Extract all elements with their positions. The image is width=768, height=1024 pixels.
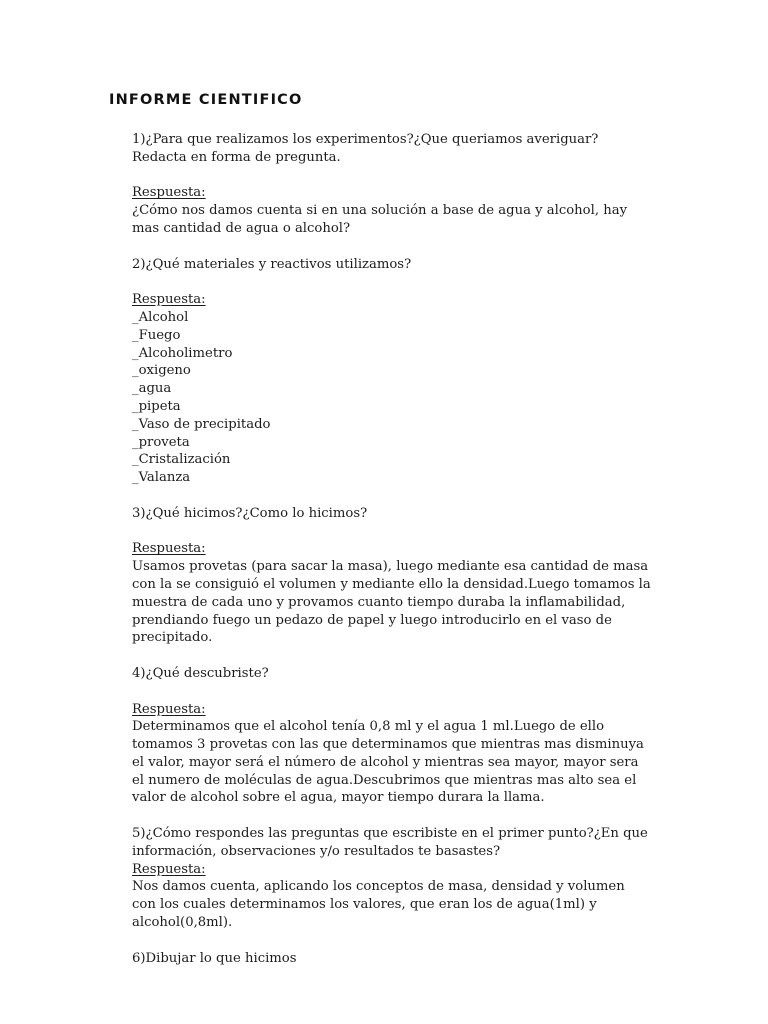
list-item: _agua xyxy=(132,381,172,397)
document-body xyxy=(132,131,652,985)
section-4 xyxy=(132,665,652,807)
answer-label-1: Respuesta: xyxy=(132,185,206,201)
question-2: 2)¿Qué materiales y reactivos utilizamos? xyxy=(132,256,412,272)
list-item: _Valanza xyxy=(132,470,191,486)
question-6: 6)Dibujar lo que hicimos xyxy=(132,950,297,966)
question-4: 4)¿Qué descubriste? xyxy=(132,665,269,681)
question-1: 1)¿Para que realizamos los experimentos?¿Que queriamos averiguar? Redacta en forma de pregunta. xyxy=(132,132,599,165)
answer-label-4: Respuesta: xyxy=(132,701,206,717)
list-item: _oxigeno xyxy=(132,363,191,379)
answer-label-3: Respuesta: xyxy=(132,541,206,557)
section-1 xyxy=(132,131,652,238)
list-item: _Alcoholimetro xyxy=(132,345,233,361)
section-3 xyxy=(132,505,652,647)
list-item: _Fuego xyxy=(132,327,181,343)
document-title: INFORME CIENTIFICO xyxy=(109,92,303,108)
answer-label-5: Respuesta: xyxy=(132,861,206,877)
materials-list xyxy=(132,309,652,487)
blank-line xyxy=(132,167,652,185)
answer-5: Nos damos cuenta, aplicando los conceptos de masa, densidad y volumen con los cuales determinamos los valores, que eran los de agua(1ml) y alcohol(0,8ml). xyxy=(132,879,625,931)
list-item: _Cristalización xyxy=(132,452,231,468)
list-item: _Alcohol xyxy=(132,309,189,325)
list-item: _proveta xyxy=(132,434,190,450)
section-2 xyxy=(132,256,652,487)
answer-label-2: Respuesta: xyxy=(132,292,206,308)
blank-line xyxy=(132,273,652,291)
answer-4: Determinamos que el alcohol tenía 0,8 ml y el agua 1 ml.Luego de ello tomamos 3 provetas con las que determinamos que mientras mas disminuya el valor, mayor será el número de alcohol y mientras sea mayor, mayor sera el numero de moléculas de agua.Descubrimos que mientras mas alto sea el valor de alcohol sobre el agua, mayor tiempo durara la llama. xyxy=(132,719,644,806)
list-item: _Vaso de precipitado xyxy=(132,416,271,432)
question-3: 3)¿Qué hicimos?¿Como lo hicimos? xyxy=(132,505,368,521)
list-item: _pipeta xyxy=(132,398,181,414)
section-5 xyxy=(132,825,652,932)
question-5: 5)¿Cómo respondes las preguntas que escribiste en el primer punto?¿En que información, observaciones y/o resultados te basastes? xyxy=(132,826,648,859)
blank-line xyxy=(132,683,652,701)
section-6 xyxy=(132,950,652,968)
answer-1: ¿Cómo nos damos cuenta si en una solución a base de agua y alcohol, hay mas cantidad de agua o alcohol? xyxy=(132,203,628,236)
blank-line xyxy=(132,523,652,541)
answer-3: Usamos provetas (para sacar la masa), luego mediante esa cantidad de masa con la se consiguió el volumen y mediante ello la densidad.Luego tomamos la muestra de cada uno y provamos cuanto tiempo duraba la inflamabilidad, prendiando fuego un pedazo de papel y luego introducirlo en el vaso de precipitado. xyxy=(132,559,651,646)
